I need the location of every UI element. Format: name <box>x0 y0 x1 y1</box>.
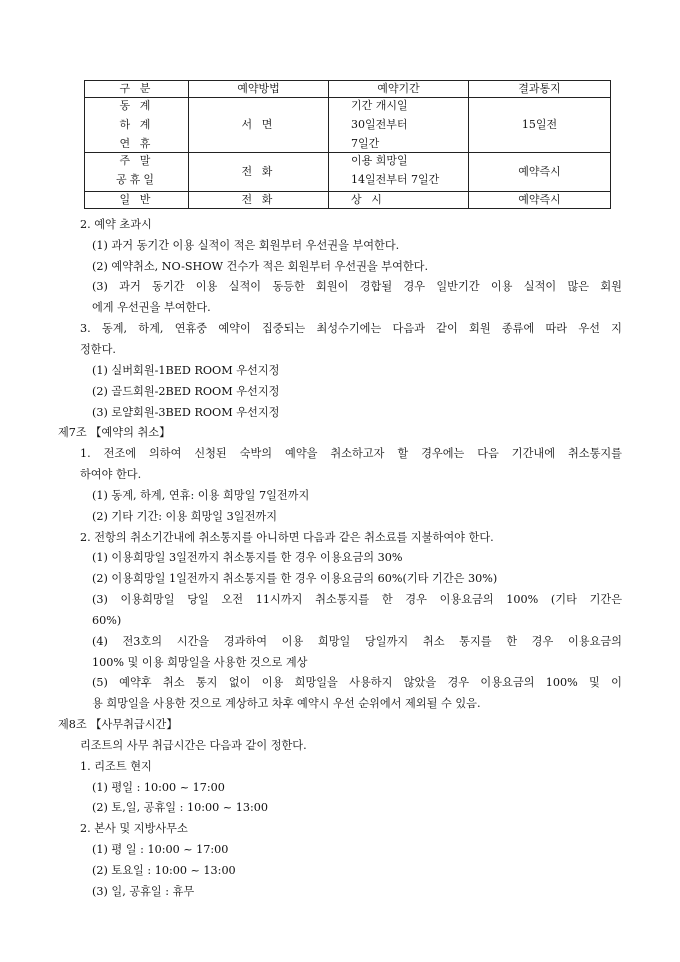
article7-p2-item: (2) 이용희망일 1일전까지 취소통지를 한 경우 이용요금의 60%(기타 기간은 30%) <box>92 572 498 585</box>
header-method: 예약방법 <box>189 81 329 98</box>
article8-p2-item: (3) 일, 공휴일 : 휴무 <box>92 885 195 898</box>
category-line: 동 계 <box>119 99 154 112</box>
section3-heading-cont: 정한다. <box>80 343 116 356</box>
row-category <box>85 98 189 153</box>
header-period: 예약기간 <box>329 81 469 98</box>
header-notice: 결과통지 <box>469 81 611 98</box>
table-row <box>85 153 611 192</box>
article7-title: 제7조 【예약의 취소】 <box>58 426 171 439</box>
table-header-row <box>85 81 611 98</box>
section3-item: (1) 실버회원-1BED ROOM 우선지정 <box>92 364 280 377</box>
period-line: 30일전부터 <box>351 118 408 131</box>
article7-p2-item-cont: 60%) <box>92 614 122 627</box>
table-row <box>85 192 611 209</box>
article7-p1-item: (2) 기타 기간: 이용 희망일 3일전까지 <box>92 510 278 523</box>
category-line: 하 계 <box>119 118 154 131</box>
section3-item: (3) 로얄회원-3BED ROOM 우선지정 <box>92 406 280 419</box>
article7-p2-item: (3) 이용희망일 당일 오전 11시까지 취소통지를 한 경우 이용요금의 100% (기타 기간은 <box>92 593 622 606</box>
row-method: 서 면 <box>189 98 329 153</box>
article7-p2-item-cont: 용 희망일을 사용한 것으로 계상하고 차후 예약시 우선 순위에서 제외될 수 있음. <box>92 697 481 710</box>
reservation-table <box>84 80 611 209</box>
row-category <box>85 153 189 192</box>
row-method: 전 화 <box>189 153 329 192</box>
article7-p2-item: (4) 전3호의 시간을 경과하여 이용 희망일 당일까지 취소 통지를 한 경우 이용요금의 <box>92 635 622 648</box>
period-line: 14일전부터 7일간 <box>351 173 440 186</box>
section3-item: (2) 골드회원-2BED ROOM 우선지정 <box>92 385 280 398</box>
article8-intro: 리조트의 사무 취급시간은 다음과 같이 정한다. <box>80 739 307 752</box>
article7-p1-cont: 하여야 한다. <box>80 468 142 481</box>
article8-p2: 2. 본사 및 지방사무소 <box>80 822 188 835</box>
row-period: 상 시 <box>329 192 469 209</box>
article8-p1-item: (2) 토,일, 공휴일 : 10:00 ~ 13:00 <box>92 801 268 814</box>
article8-p2-item: (1) 평 일 : 10:00 ~ 17:00 <box>92 843 229 856</box>
row-notice: 예약즉시 <box>469 192 611 209</box>
article7-p1-item: (1) 동계, 하계, 연휴: 이용 희망일 7일전까지 <box>92 489 310 502</box>
header-category: 구 분 <box>85 81 189 98</box>
category-line: 주 말 <box>119 154 154 167</box>
article8-p2-item: (2) 토요일 : 10:00 ~ 13:00 <box>92 864 236 877</box>
article7-p2-item: (5) 예약후 취소 통지 없이 이용 희망일을 사용하지 않았을 경우 이용요금의 100% 및 이 <box>92 676 622 689</box>
row-notice: 15일전 <box>469 98 611 153</box>
row-category: 일 반 <box>85 192 189 209</box>
row-period <box>329 153 469 192</box>
article7-p2-item: (1) 이용희망일 3일전까지 취소통지를 한 경우 이용요금의 30% <box>92 551 403 564</box>
table-row <box>85 98 611 153</box>
article8-title: 제8조 【사무취급시간】 <box>58 718 178 731</box>
section2-item: (3) 과거 동기간 이용 실적이 동등한 회원이 경합될 경우 일반기간 이용 실적이 많은 회원 <box>92 280 622 293</box>
row-period <box>329 98 469 153</box>
period-line: 7일간 <box>351 137 380 150</box>
article7-p2: 2. 전항의 취소기간내에 취소통지를 아니하면 다음과 같은 취소료를 지불하여야 한다. <box>80 531 494 544</box>
category-line: 공휴일 <box>115 173 158 186</box>
article7-p2-item-cont: 100% 및 이용 희망일을 사용한 것으로 계상 <box>92 656 308 669</box>
article8-p1-item: (1) 평일 : 10:00 ~ 17:00 <box>92 781 225 794</box>
section3-heading: 3. 동계, 하계, 연휴중 예약이 집중되는 최성수기에는 다음과 같이 회원 종류에 따라 우선 지 <box>80 322 622 335</box>
period-line: 이용 희망일 <box>351 154 408 167</box>
period-line: 기간 개시일 <box>351 99 408 112</box>
row-method: 전 화 <box>189 192 329 209</box>
section2-item-cont: 에게 우선권을 부여한다. <box>92 301 211 314</box>
category-line: 연 휴 <box>119 137 154 150</box>
section2-item: (2) 예약취소, NO-SHOW 건수가 적은 회원부터 우선권을 부여한다. <box>92 260 429 273</box>
section2-item: (1) 과거 동기간 이용 실적이 적은 회원부터 우선권을 부여한다. <box>92 239 400 252</box>
section2-heading: 2. 예약 초과시 <box>80 218 152 231</box>
row-notice: 예약즉시 <box>469 153 611 192</box>
article8-p1: 1. 리조트 현지 <box>80 760 152 773</box>
article7-p1: 1. 전조에 의하여 신청된 숙박의 예약을 취소하고자 할 경우에는 다음 기간내에 취소통지를 <box>80 447 622 460</box>
